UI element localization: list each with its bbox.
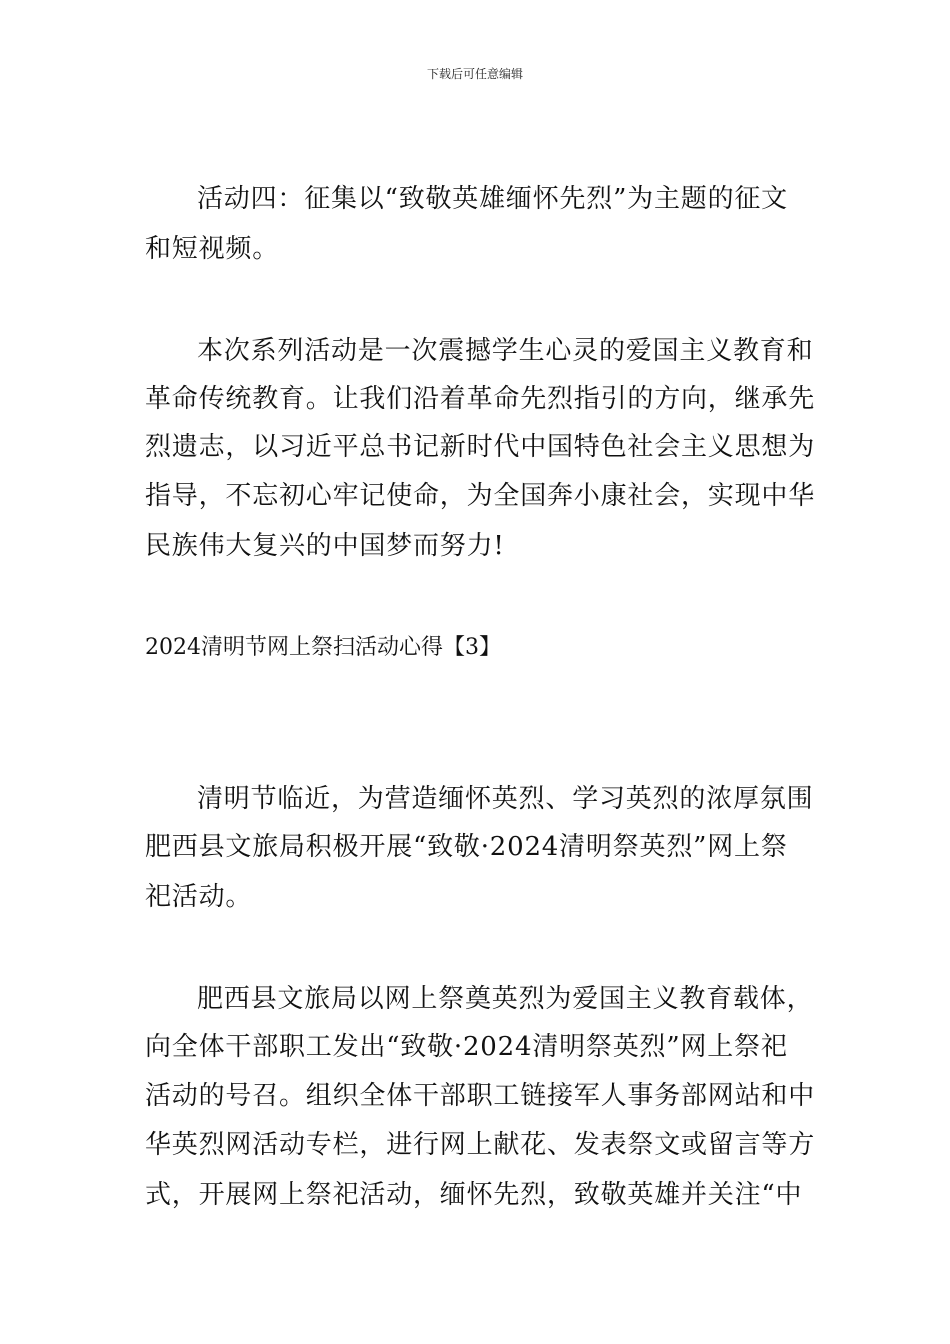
text-line: 指导，不忘初心牢记使命，为全国奔小康社会，实现中华 <box>145 481 816 511</box>
text-line: 华英烈网活动专栏，进行网上献花、发表祭文或留言等方 <box>145 1130 816 1160</box>
text-line: 烈遗志，以习近平总书记新时代中国特色社会主义思想为 <box>145 432 816 462</box>
text-line: 祀活动。 <box>145 882 253 912</box>
section-heading: 2024清明节网上祭扫活动心得【3】 <box>145 635 501 660</box>
text-line: 肥西县文旅局积极开展“致敬·2024清明祭英烈”网上祭 <box>145 832 788 862</box>
text-line: 清明节临近，为营造缅怀英烈、学习英烈的浓厚氛围 <box>197 784 814 814</box>
text-line: 革命传统教育。让我们沿着革命先烈指引的方向，继承先 <box>145 384 816 414</box>
text-line: 活动四：征集以“致敬英雄缅怀先烈”为主题的征文 <box>197 184 788 214</box>
text-line: 本次系列活动是一次震撼学生心灵的爱国主义教育和 <box>197 336 814 366</box>
text-line: 民族伟大复兴的中国梦而努力! <box>145 531 505 561</box>
page-header: 下载后可任意编辑 <box>426 67 523 81</box>
text-line: 向全体干部职工发出“致敬·2024清明祭英烈”网上祭祀 <box>145 1032 788 1062</box>
text-line: 肥西县文旅局以网上祭奠英烈为爱国主义教育载体， <box>197 984 814 1014</box>
text-line: 活动的号召。组织全体干部职工链接军人事务部网站和中 <box>145 1081 816 1111</box>
text-line: 和短视频。 <box>145 234 280 264</box>
text-line: 式，开展网上祭祀活动，缅怀先烈，致敬英雄并关注“中 <box>145 1180 803 1210</box>
